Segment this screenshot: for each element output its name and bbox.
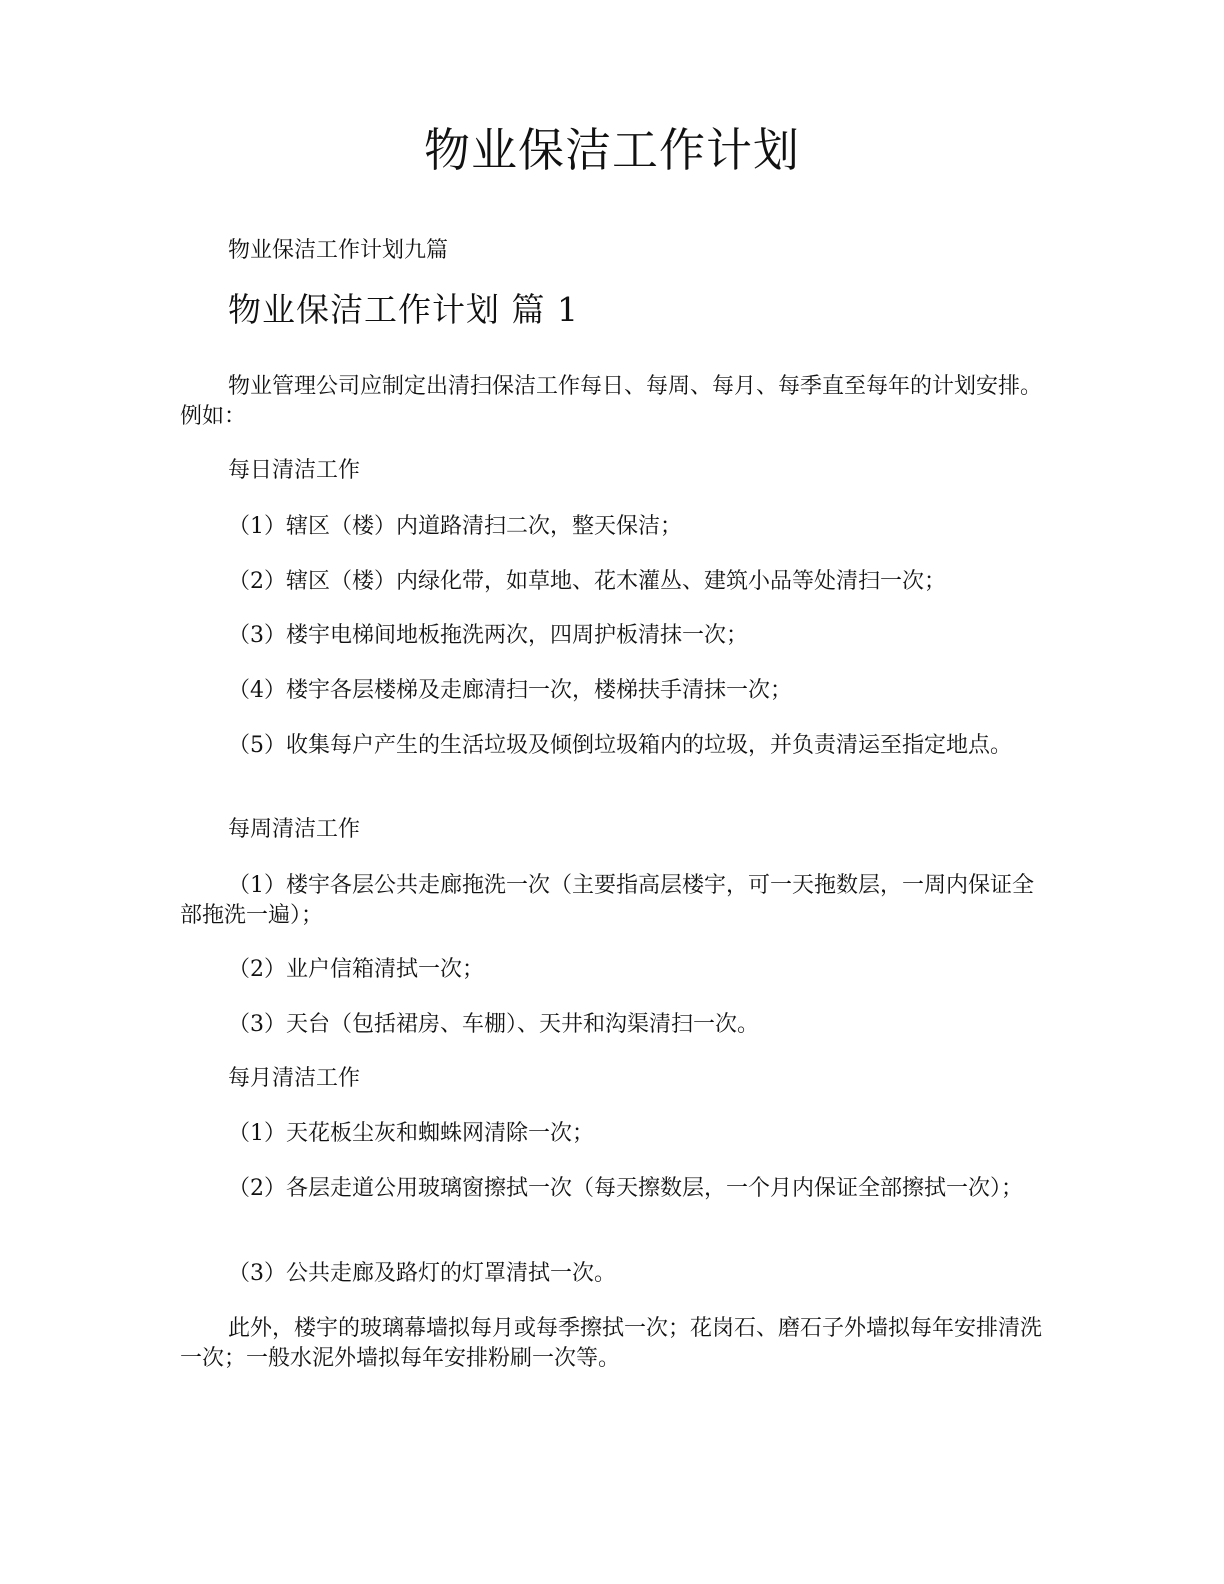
daily-heading: 每日清洁工作 xyxy=(228,458,361,483)
daily-item-4: （4）楼宇各层楼梯及走廊清扫一次，楼梯扶手清抹一次； xyxy=(228,678,792,703)
monthly-item-1: （1）天花板尘灰和蜘蛛网清除一次； xyxy=(228,1121,594,1146)
weekly-item-3: （3）天台（包括裙房、车棚）、天井和沟渠清扫一次。 xyxy=(228,1012,759,1037)
weekly-item-1: （1）楼宇各层公共走廊拖洗一次（主要指高层楼宇，可一天拖数层，一周内保证全部拖洗一遍）； xyxy=(180,873,1034,928)
closing-paragraph: 此外，楼宇的玻璃幕墙拟每月或每季擦拭一次；花岗石、磨石子外墙拟每年安排清洗一次；一般水泥外墙拟每年安排粉刷一次等。 xyxy=(180,1316,1043,1371)
daily-item-1: （1）辖区（楼）内道路清扫二次，整天保洁； xyxy=(228,514,682,539)
monthly-item-3: （3）公共走廊及路灯的灯罩清拭一次。 xyxy=(228,1261,616,1286)
weekly-heading: 每周清洁工作 xyxy=(228,817,361,842)
weekly-item-2: （2）业户信箱清拭一次； xyxy=(228,957,484,982)
daily-item-5: （5）收集每户产生的生活垃圾及倾倒垃圾箱内的垃圾，并负责清运至指定地点。 xyxy=(228,733,1012,758)
daily-item-2: （2）辖区（楼）内绿化带，如草地、花木灌丛、建筑小品等处清扫一次； xyxy=(228,569,946,594)
monthly-heading: 每月清洁工作 xyxy=(228,1066,361,1091)
daily-item-3: （3）楼宇电梯间地板拖洗两次，四周护板清抹一次； xyxy=(228,623,748,648)
intro-paragraph: 物业管理公司应制定出清扫保洁工作每日、每周、每月、每季直至每年的计划安排。例如： xyxy=(180,374,1043,429)
document-subtitle: 物业保洁工作计划九篇 xyxy=(228,238,449,263)
section-title: 物业保洁工作计划 篇 1 xyxy=(228,290,579,329)
document-title: 物业保洁工作计划 xyxy=(424,123,800,177)
monthly-item-2: （2）各层走道公用玻璃窗擦拭一次（每天擦数层，一个月内保证全部擦拭一次）； xyxy=(228,1176,1023,1201)
